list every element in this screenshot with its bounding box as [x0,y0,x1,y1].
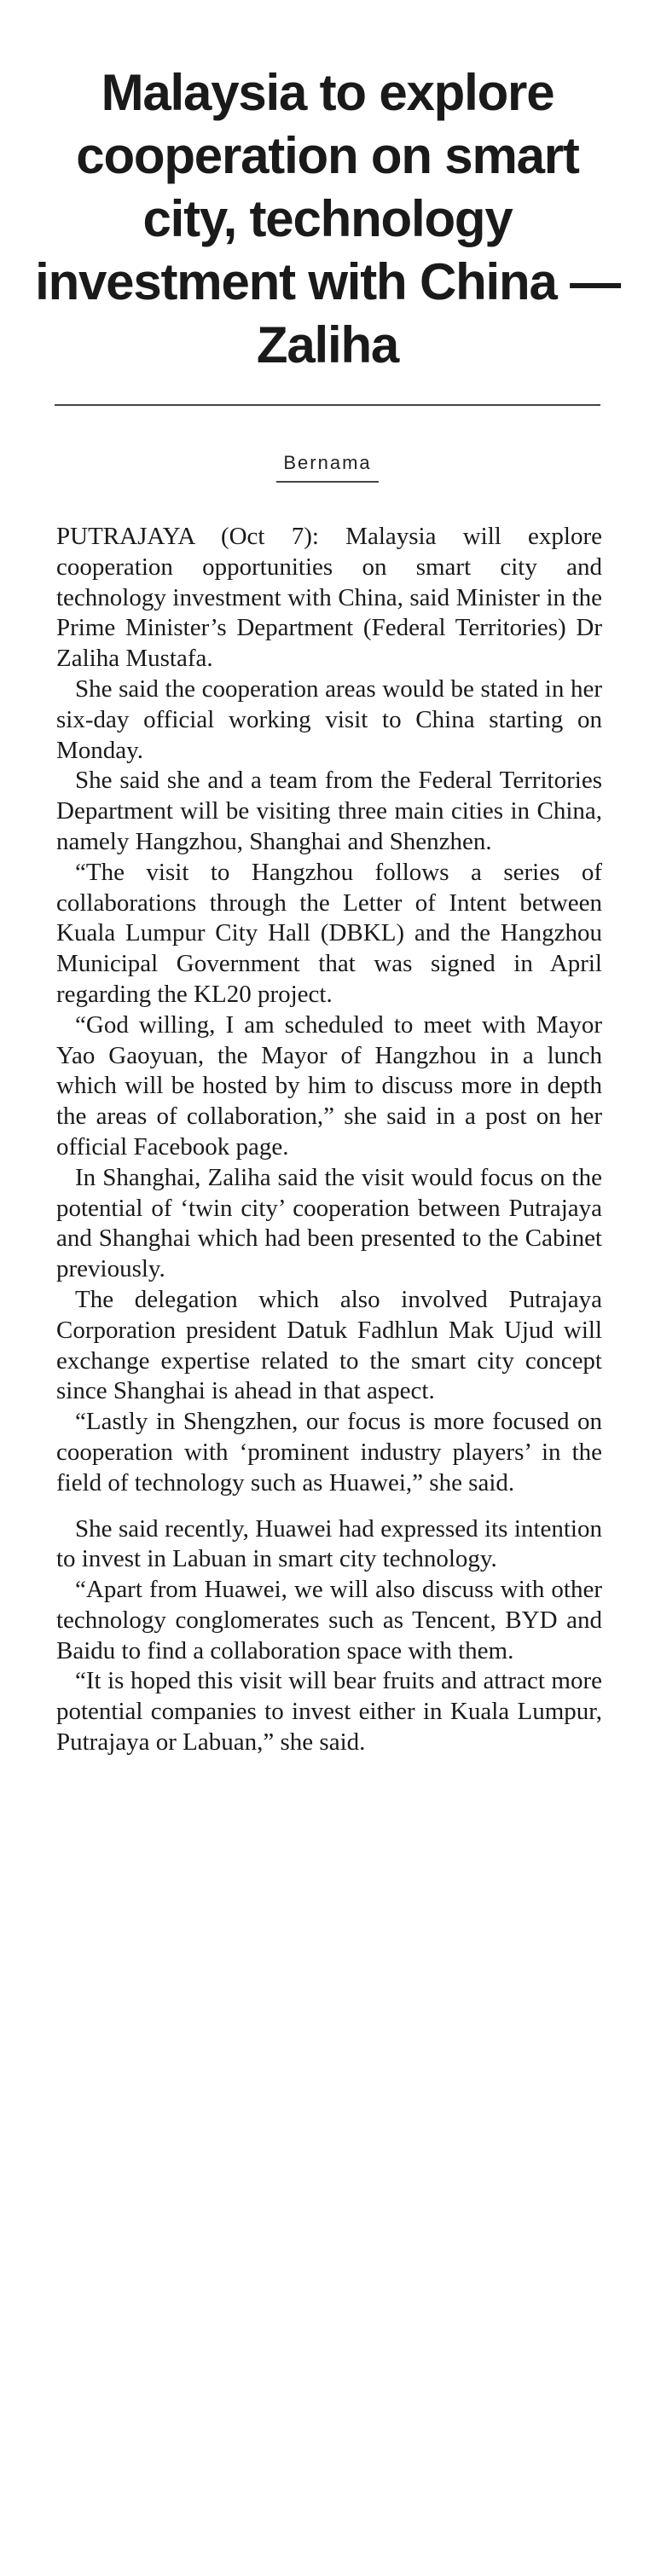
article-headline: Malaysia to explore cooperation on smart city, technology investment with China — Zaliha [35,64,620,373]
article-paragraph: In Shanghai, Zaliha said the visit would focus on the potential of ‘twin city’ cooperation between Putrajaya and Shanghai which had been presented to the Cabinet previously. [56,1163,602,1283]
article-paragraph: The delegation which also involved Putrajaya Corporation president Datuk Fadhlun Mak Ujud will exchange expertise related to the smart city concept since Shanghai is ahead in that aspect. [56,1285,602,1405]
byline-container [0,450,655,483]
article-paragraph: “The visit to Hangzhou follows a series of collaborations through the Letter of Intent between Kuala Lumpur City Hall (DBKL) and the Hangzhou Municipal Government that was signed in April regarding the KL20 project. [56,858,602,1008]
article-body [56,522,602,1758]
article-paragraph: She said she and a team from the Federal Territories Department will be visiting three main cities in China, namely Hangzhou, Shanghai and Shenzhen. [56,767,602,855]
article-paragraph: “It is hoped this visit will bear fruits and attract more potential companies to invest either in Kuala Lumpur, Putrajaya or Labuan,” she said. [56,1667,602,1757]
article-paragraph: She said recently, Huawei had expressed its intention to invest in Labuan in smart city technology. [56,1514,602,1573]
article-paragraph: “Lastly in Shengzhen, our focus is more focused on cooperation with ‘prominent industry players’ in the field of technology such as Huawei,” she said. [56,1408,602,1496]
article-paragraph: “Apart from Huawei, we will also discuss with other technology conglomerates such as Tencent, BYD and Baidu to find a collaboration space with them. [56,1576,602,1664]
article-paragraph: PUTRAJAYA (Oct 7): Malaysia will explore cooperation opportunities on smart city and technology investment with China, said Minister in the Prime Minister’s Department (Federal Territories) Dr Zaliha Mustafa. [56,523,602,673]
article-paragraph: She said the cooperation areas would be stated in her six-day official working visit to China starting on Monday. [56,674,602,764]
headline-divider [55,404,600,406]
article-paragraph: “God willing, I am scheduled to meet with Mayor Yao Gaoyuan, the Mayor of Hangzhou in a lunch which will be hosted by him to discuss more in depth the areas of collaboration,” she said in a post on her official Facebook page. [56,1010,602,1161]
article-byline: Bernama [276,450,378,483]
